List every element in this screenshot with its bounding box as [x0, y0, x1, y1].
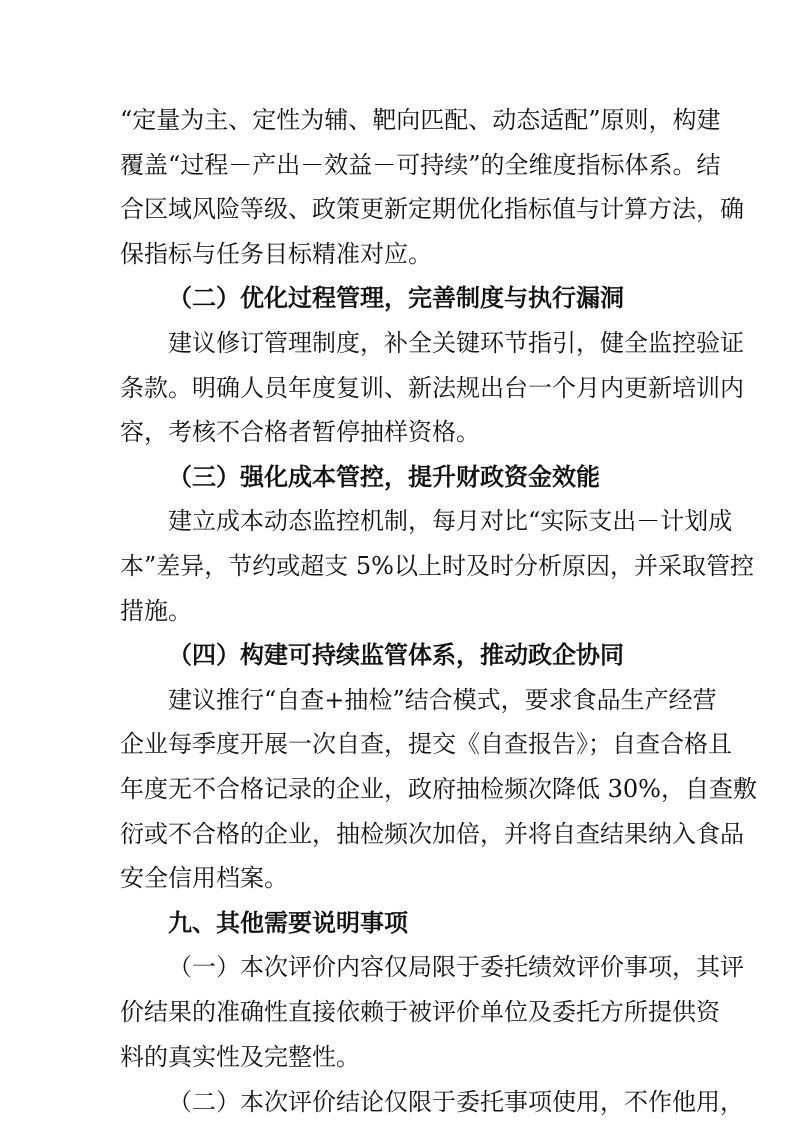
para-line: （一）本次评价内容仅局限于委托绩效评价事项，其评 — [168, 953, 744, 981]
para-line: 保指标与任务目标精准对应。 — [120, 240, 432, 268]
para-line: 覆盖“过程－产出－效益－可持续”的全维度指标体系。结 — [120, 151, 721, 179]
para-line: 建立成本动态监控机制，每月对比“实际支出－计划成 — [168, 507, 733, 535]
para-line: 合区域风险等级、政策更新定期优化指标值与计算方法，确 — [120, 195, 744, 223]
para-line: 建议修订管理制度，补全关键环节指引，健全监控验证 — [168, 329, 744, 357]
para-line: 建议推行“自查+抽检”结合模式，要求食品生产经营 — [168, 686, 717, 714]
para-line: 条款。明确人员年度复训、新法规出台一个月内更新培训内 — [120, 374, 744, 402]
chapter-heading: 九、其他需要说明事项 — [168, 909, 408, 937]
para-line: 价结果的准确性直接依赖于被评价单位及委托方所提供资 — [120, 998, 720, 1026]
para-line: （二）本次评价结论仅限于委托事项使用，不作他用， — [168, 1088, 744, 1116]
para-line: 容，考核不合格者暂停抽样资格。 — [120, 418, 480, 446]
para-line: 年度无不合格记录的企业，政府抽检频次降低 30%，自查敷 — [120, 775, 757, 803]
section-heading: （四）构建可持续监管体系，推动政企协同 — [168, 641, 624, 669]
para-line: 安全信用档案。 — [120, 864, 288, 892]
para-line: 料的真实性及完整性。 — [120, 1043, 360, 1071]
para-line: 本”差异，节约或超支 5%以上时及时分析原因，并采取管控 — [120, 552, 754, 580]
para-line: “定量为主、定性为辅、靶向匹配、动态适配”原则，构建 — [120, 106, 721, 134]
section-heading: （二）优化过程管理，完善制度与执行漏洞 — [168, 284, 624, 312]
para-line: 衍或不合格的企业，抽检频次加倍，并将自查结果纳入食品 — [120, 820, 744, 848]
para-line: 措施。 — [120, 597, 192, 625]
section-heading: （三）强化成本管控，提升财政资金效能 — [168, 463, 600, 491]
para-line: 企业每季度开展一次自查，提交《自查报告》；自查合格且 — [120, 730, 732, 758]
